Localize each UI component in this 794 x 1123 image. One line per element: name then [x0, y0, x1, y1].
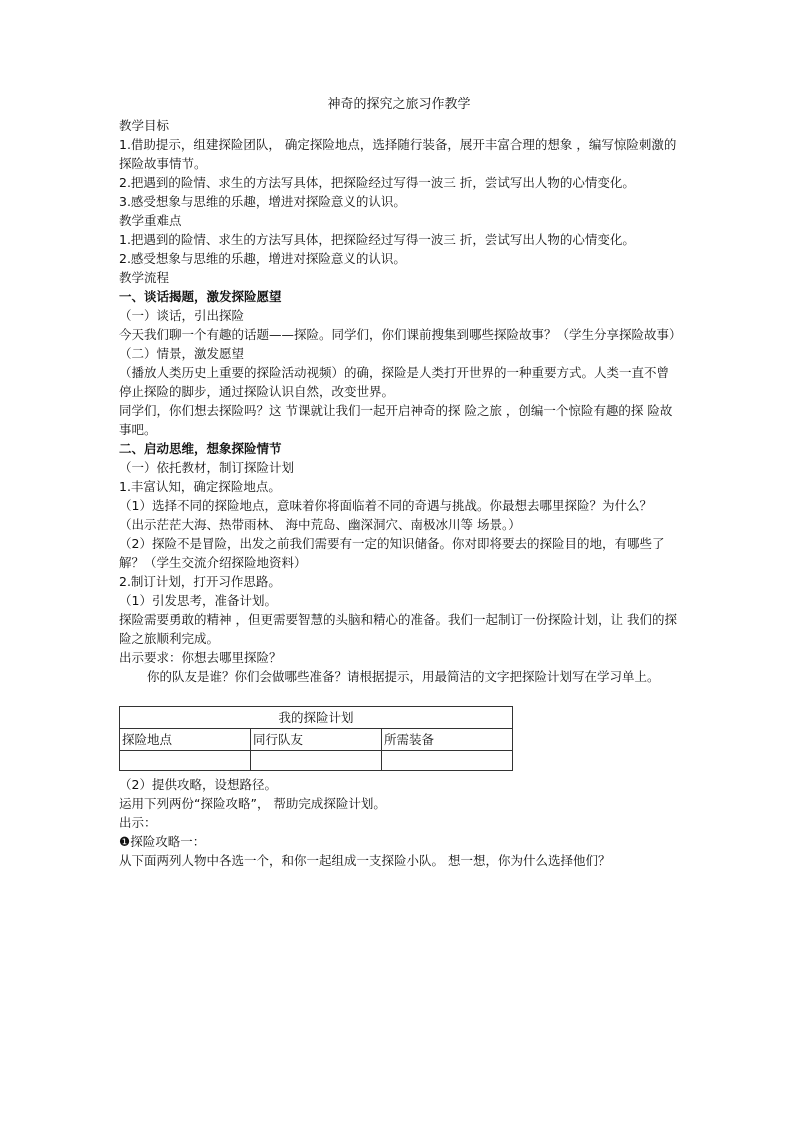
header-cell: 探险地点 — [120, 729, 251, 751]
paragraph: 运用下列两份“探险攻略”， 帮助完成探险计划。 — [119, 796, 386, 811]
paragraph: （一）谈话，引出探险 — [119, 308, 245, 323]
empty-cell[interactable] — [382, 751, 513, 771]
paragraph: （一）依托教材，制订探险计划 — [119, 460, 295, 475]
key-point-1: 1.把遇到的险情、求生的方法写具体，把探险经过写得一波三 折，尝试写出人物的心情变化。 — [119, 232, 635, 247]
paragraph: （播放人类历史上重要的探险活动视频）的确，探险是人类打开世界的一种重要方式。人类一直不曾停止探险的脚步，通过探险认识自然，改变世界。 — [119, 365, 670, 399]
paragraph: （2）探险不是冒险，出发之前我们需要有一定的知识储备。你对即将要去的探险目的地，有哪些了解？（学生交流介绍探险地资料） — [119, 536, 665, 570]
plan-table — [119, 706, 513, 771]
header-cell: 同行队友 — [251, 729, 382, 751]
paragraph: 出示要求：你想去哪里探险？ — [119, 650, 282, 665]
part-1-heading: 一、谈话揭题，激发探险愿望 — [119, 289, 282, 304]
paragraph: 你的队友是谁？你们会做哪些准备？请根据提示，用最简洁的文字把探险计划写在学习单上。 — [147, 669, 660, 684]
goal-2: 2.把遇到的险情、求生的方法写具体，把探险经过写得一波三 折，尝试写出人物的心情变化。 — [119, 175, 635, 190]
flow-heading: 教学流程 — [119, 270, 170, 285]
goal-1: 1.借助提示，组建探险团队， 确定探险地点，选择随行装备，展开丰富合理的想象 ，编写惊险刺激的探险故事情节。 — [119, 137, 677, 171]
table-row — [120, 729, 513, 751]
paragraph: （出示茫茫大海、热带雨林、 海中荒岛、幽深洞穴、南极冰川等 场景。） — [119, 517, 521, 532]
paragraph: 出示： — [119, 815, 157, 830]
paragraph: 从下面两列人物中各选一个，和你一起组成一支探险小队。 想一想，你为什么选择他们？ — [119, 853, 611, 868]
plan-table-caption: 我的探险计划 — [120, 707, 513, 729]
paragraph: 2.制订计划，打开习作思路。 — [119, 574, 281, 589]
empty-cell[interactable] — [120, 751, 251, 771]
paragraph: 探险需要勇敢的精神 ，但更需要智慧的头脑和精心的准备。我们一起制订一份探险计划，让 我们的探险之旅顺利完成。 — [119, 612, 677, 646]
paragraph: ❶探险攻略一： — [119, 834, 206, 849]
header-cell: 所需装备 — [382, 729, 513, 751]
paragraph: （1）引发思考，准备计划。 — [119, 593, 277, 608]
paragraph: （二）情景，激发愿望 — [119, 346, 245, 361]
key-point-2: 2.感受想象与思维的乐趣，增进对探险意义的认识。 — [119, 251, 406, 266]
document-body — [119, 95, 682, 870]
paragraph: 1.丰富认知，确定探险地点。 — [119, 479, 281, 494]
goal-3: 3.感受想象与思维的乐趣，增进对探险意义的认识。 — [119, 194, 406, 209]
table-row — [120, 751, 513, 771]
key-points-heading: 教学重难点 — [119, 213, 182, 228]
part-2-heading: 二、启动思维，想象探险情节 — [119, 441, 282, 456]
goals-heading: 教学目标 — [119, 118, 170, 133]
paragraph: （2）提供攻略，设想路径。 — [119, 777, 277, 792]
empty-cell[interactable] — [251, 751, 382, 771]
paragraph: 同学们，你们想去探险吗？这 节课就让我们一起开启神奇的探 险之旅 ，创编一个惊险有趣的探 险故事吧。 — [119, 403, 673, 437]
paragraph: 今天我们聊一个有趣的话题——探险。同学们，你们课前搜集到哪些探险故事？（学生分享探险故事） — [119, 327, 682, 342]
paragraph: （1）选择不同的探险地点，意味着你将面临着不同的奇遇与挑战。你最想去哪里探险？为什么？ — [119, 498, 652, 513]
document-title: 神奇的探究之旅习作教学 — [327, 97, 471, 112]
